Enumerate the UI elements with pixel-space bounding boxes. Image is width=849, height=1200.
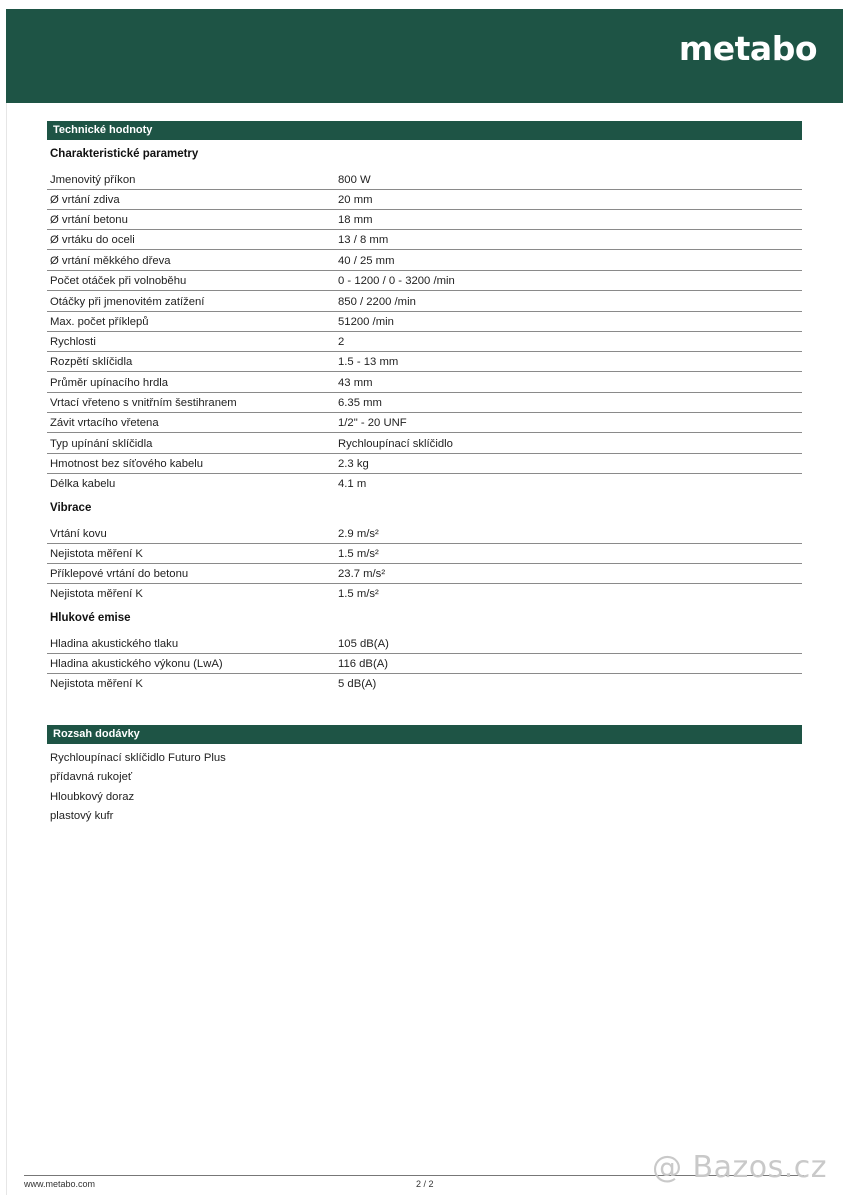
spec-value: Rychloupínací sklíčidlo — [338, 438, 453, 450]
spec-row — [47, 634, 802, 654]
spec-label: Ø vrtáku do oceli — [50, 234, 135, 246]
spec-label: Počet otáček při volnoběhu — [50, 275, 187, 287]
spec-value: 18 mm — [338, 214, 373, 226]
spec-value: 43 mm — [338, 377, 373, 389]
spec-value: 1.5 m/s² — [338, 588, 379, 600]
spec-value: 2.3 kg — [338, 458, 369, 470]
group-title-characteristics: Charakteristické parametry — [50, 148, 199, 160]
group-title-noise: Hlukové emise — [50, 612, 131, 624]
spec-value: 105 dB(A) — [338, 638, 389, 650]
spec-row — [47, 474, 802, 494]
spec-row — [47, 230, 802, 250]
group-title-vibrations: Vibrace — [50, 502, 92, 514]
spec-label: Hmotnost bez síťového kabelu — [50, 458, 204, 470]
spec-value: 850 / 2200 /min — [338, 296, 416, 308]
spec-label: Rychlosti — [50, 336, 96, 348]
spec-row — [47, 654, 802, 674]
delivery-item: Hloubkový doraz — [50, 791, 135, 803]
spec-row — [47, 352, 802, 372]
spec-value: 20 mm — [338, 194, 373, 206]
metabo-logo: metabo — [678, 29, 817, 68]
spec-label: Vrtací vřeteno s vnitřním šestihranem — [50, 397, 237, 409]
spec-label: Hladina akustického tlaku — [50, 638, 179, 650]
spec-row — [47, 170, 802, 190]
spec-value: 800 W — [338, 174, 371, 186]
spec-value: 23.7 m/s² — [338, 568, 386, 580]
spec-label: Nejistota měření K — [50, 548, 143, 560]
spec-label: Otáčky při jmenovitém zatížení — [50, 296, 205, 308]
spec-value: 13 / 8 mm — [338, 234, 389, 246]
spec-value: 116 dB(A) — [338, 658, 389, 670]
spec-label: Jmenovitý příkon — [50, 174, 136, 186]
section-delivery-heading: Rozsah dodávky — [47, 725, 802, 744]
spec-label: Závit vrtacího vřetena — [50, 417, 159, 429]
spec-label: Ø vrtání zdiva — [50, 194, 120, 206]
spec-label: Rozpětí sklíčidla — [50, 356, 133, 368]
spec-row — [47, 373, 802, 393]
spec-label: Hladina akustického výkonu (LwA) — [50, 658, 223, 670]
spec-value: 1.5 - 13 mm — [338, 356, 399, 368]
spec-row — [47, 454, 802, 474]
spec-label: Vrtání kovu — [50, 528, 107, 540]
spec-row — [47, 312, 802, 332]
spec-value: 6.35 mm — [338, 397, 382, 409]
spec-value: 2.9 m/s² — [338, 528, 379, 540]
spec-value: 1.5 m/s² — [338, 548, 379, 560]
spec-row — [47, 413, 802, 433]
spec-row — [47, 332, 802, 352]
spec-label: Délka kabelu — [50, 478, 116, 490]
delivery-item: plastový kufr — [50, 810, 114, 822]
footer-website-link[interactable]: www.metabo.com — [24, 1179, 96, 1189]
spec-label: Nejistota měření K — [50, 588, 143, 600]
spec-label: Příklepové vrtání do betonu — [50, 568, 189, 580]
spec-row — [47, 190, 802, 210]
spec-row — [47, 271, 802, 291]
bazos-watermark: @ Bazos.cz — [652, 1150, 828, 1185]
spec-value: 4.1 m — [338, 478, 367, 490]
spec-value: 1/2" - 20 UNF — [338, 417, 407, 429]
spec-value: 40 / 25 mm — [338, 255, 395, 267]
spec-row — [47, 292, 802, 312]
spec-label: Ø vrtání betonu — [50, 214, 128, 226]
spec-row — [47, 251, 802, 271]
spec-value: 2 — [338, 336, 345, 348]
spec-label: Max. počet příklepů — [50, 316, 149, 328]
section-technical-heading: Technické hodnoty — [47, 121, 802, 140]
spec-row — [47, 524, 802, 544]
spec-value: 0 - 1200 / 0 - 3200 /min — [338, 275, 455, 287]
spec-label: Typ upínání sklíčidla — [50, 438, 153, 450]
spec-row — [47, 674, 802, 694]
spec-row — [47, 210, 802, 230]
spec-row — [47, 393, 802, 413]
spec-row — [47, 434, 802, 454]
spec-row — [47, 584, 802, 604]
footer-page-number: 2 / 2 — [416, 1179, 434, 1189]
spec-row — [47, 544, 802, 564]
delivery-item: Rychloupínací sklíčidlo Futuro Plus — [50, 752, 226, 764]
spec-row — [47, 564, 802, 584]
header-banner — [6, 9, 843, 103]
spec-value: 5 dB(A) — [338, 678, 377, 690]
spec-label: Nejistota měření K — [50, 678, 143, 690]
delivery-item: přídavná rukojeť — [50, 771, 133, 783]
spec-value: 51200 /min — [338, 316, 394, 328]
spec-label: Ø vrtání měkkého dřeva — [50, 255, 171, 267]
spec-label: Průměr upínacího hrdla — [50, 377, 169, 389]
